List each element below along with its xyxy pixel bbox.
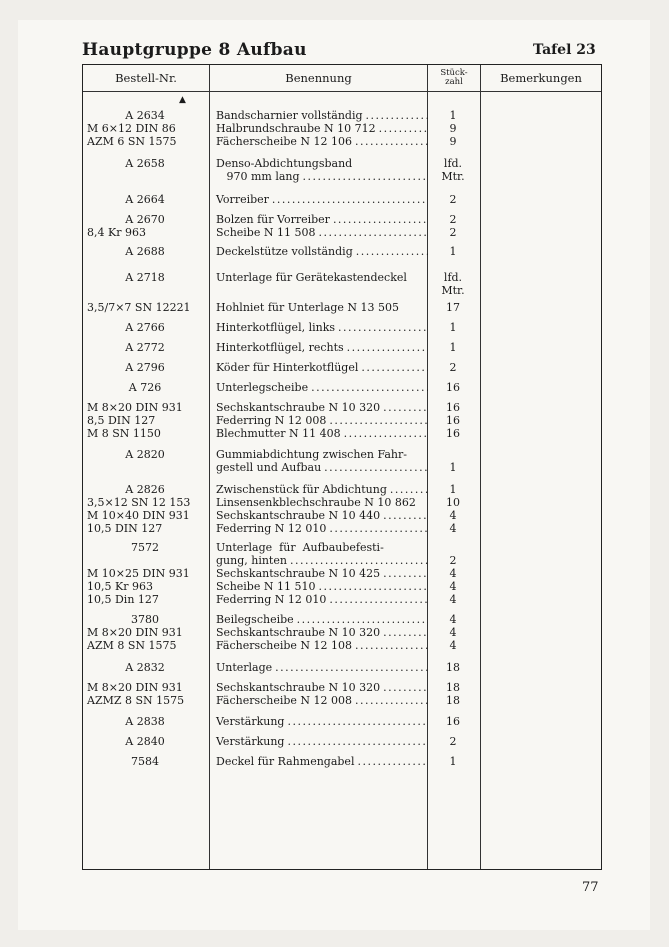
benennung: Verstärkung	[216, 715, 285, 728]
stueckzahl: Mtr.	[441, 284, 465, 297]
stueckzahl-cell	[429, 661, 477, 674]
tafel-label: Tafel 23	[533, 42, 596, 58]
benennung-cell	[216, 361, 428, 374]
leader-dots	[366, 109, 428, 122]
benennung: Deckel für Rahmengabel	[216, 755, 355, 768]
benennung: Scheibe N 11 510	[216, 580, 316, 593]
stueckzahl-cell	[429, 245, 477, 258]
bestell-nr: 3,5/7×7 SN 12221	[87, 301, 191, 314]
benennung: Hohlniet für Unterlage N 13 505	[216, 301, 400, 314]
leader-dots	[361, 361, 428, 374]
stueckzahl: 16	[446, 427, 460, 440]
stueckzahl: 2	[449, 226, 457, 239]
benennung-cell	[216, 341, 428, 354]
stueckzahl-cell	[429, 483, 477, 535]
stueckzahl: 18	[446, 661, 460, 674]
stueckzahl-cell	[429, 448, 477, 474]
benennung-cell	[216, 448, 428, 474]
bestell-nr-cell	[87, 213, 203, 239]
stueckzahl-cell	[429, 213, 477, 239]
column-header-bestell-nr: Bestell-Nr.	[115, 71, 177, 85]
bestell-nr: A 2688	[125, 245, 165, 258]
bestell-nr: A 2658	[125, 157, 165, 170]
benennung-cell	[216, 755, 428, 768]
leader-dots	[297, 613, 428, 626]
stueckzahl-cell	[429, 193, 477, 206]
bestell-nr-cell	[87, 361, 203, 374]
stueckzahl: 18	[446, 681, 460, 694]
column-divider	[209, 65, 210, 869]
stueckzahl: 1	[449, 755, 457, 768]
bestell-nr: 10,5 Din 127	[87, 593, 159, 606]
benennung-cell	[216, 483, 428, 535]
benennung-cell	[216, 213, 428, 239]
stueckzahl: 4	[449, 580, 457, 593]
benennung-cell	[216, 613, 428, 652]
leader-dots	[344, 427, 428, 440]
stueckzahl-cell	[429, 301, 477, 314]
column-header-stueckzahl-line2: zahl	[445, 77, 463, 87]
bestell-nr: A 2840	[125, 735, 165, 748]
stueckzahl: 1	[449, 109, 457, 122]
benennung: Fächerscheibe N 12 106	[216, 135, 353, 148]
leader-dots	[356, 245, 428, 258]
bestell-nr: M 8×20 DIN 931	[87, 401, 183, 414]
stueckzahl: 4	[449, 639, 457, 652]
stueckzahl: 18	[446, 694, 460, 707]
leader-dots	[383, 626, 428, 639]
benennung-cell	[216, 681, 428, 707]
benennung: Unterlage für Aufbaubefesti-	[216, 541, 384, 554]
header-divider	[83, 91, 601, 92]
benennung: Sechskantschraube N 10 320	[216, 681, 381, 694]
bestell-nr: AZM 8 SN 1575	[87, 639, 177, 652]
stueckzahl	[429, 541, 477, 554]
leader-dots	[379, 122, 428, 135]
bestell-nr: A 2820	[125, 448, 165, 461]
bestell-nr: A 2772	[125, 341, 165, 354]
bestell-nr-cell	[87, 321, 203, 334]
stueckzahl: 2	[449, 193, 457, 206]
bestell-nr: A 2826	[125, 483, 165, 496]
benennung-cell	[216, 157, 428, 183]
stueckzahl: 17	[446, 301, 460, 314]
leader-dots	[355, 639, 428, 652]
benennung: Verstärkung	[216, 735, 285, 748]
stueckzahl-cell	[429, 715, 477, 728]
stueckzahl-cell	[429, 613, 477, 652]
bestell-nr: A 2664	[125, 193, 165, 206]
bestell-nr: A 2766	[125, 321, 165, 334]
stueckzahl: 9	[449, 135, 457, 148]
stueckzahl-cell	[429, 681, 477, 707]
stueckzahl: 4	[449, 522, 457, 535]
benennung: Beilegscheibe	[216, 613, 294, 626]
bestell-nr: 8,5 DIN 127	[87, 414, 156, 427]
stueckzahl-cell	[429, 157, 477, 183]
ink-mark: ▲	[179, 95, 186, 105]
page-title: Hauptgruppe 8 Aufbau	[82, 40, 307, 60]
benennung-cell	[216, 715, 428, 728]
stueckzahl: 16	[446, 715, 460, 728]
benennung: Hinterkotflügel, links	[216, 321, 336, 334]
leader-dots	[390, 483, 428, 496]
benennung: Gummiabdichtung zwischen Fahr-	[216, 448, 407, 461]
benennung: gestell und Aufbau	[216, 461, 322, 474]
benennung: Scheibe N 11 508	[216, 226, 316, 239]
leader-dots	[272, 193, 428, 206]
leader-dots	[338, 321, 428, 334]
benennung: Bolzen für Vorreiber	[216, 213, 330, 226]
stueckzahl: 9	[449, 122, 457, 135]
benennung: Federring N 12 010	[216, 522, 327, 535]
bestell-nr-cell	[87, 735, 203, 748]
leader-dots	[287, 715, 428, 728]
stueckzahl: 4	[449, 613, 457, 626]
bestell-nr: A 2838	[125, 715, 165, 728]
bestell-nr-cell	[87, 245, 203, 258]
bestell-nr: M 10×40 DIN 931	[87, 509, 190, 522]
benennung: Linsensenkblechschraube N 10 862	[216, 496, 416, 509]
bestell-nr: A 2634	[125, 109, 165, 122]
benennung: Unterlage für Gerätekastendeckel	[216, 271, 407, 284]
stueckzahl: 1	[449, 461, 457, 474]
leader-dots	[383, 567, 428, 580]
benennung: 970 mm lang	[216, 170, 300, 183]
benennung: Vorreiber	[216, 193, 269, 206]
benennung-cell	[216, 401, 428, 440]
benennung: Blechmutter N 11 408	[216, 427, 341, 440]
benennung-cell	[216, 735, 428, 748]
benennung: Zwischenstück für Abdichtung	[216, 483, 387, 496]
column-header-stueckzahl-line1: Stück-	[440, 68, 468, 78]
stueckzahl-cell	[429, 341, 477, 354]
bestell-nr-cell	[87, 661, 203, 674]
benennung: Bandscharnier vollständig	[216, 109, 363, 122]
benennung: Halbrundschraube N 10 712	[216, 122, 376, 135]
page-number: 77	[582, 880, 599, 895]
benennung: Fächerscheibe N 12 108	[216, 639, 353, 652]
bestell-nr-cell	[87, 157, 203, 183]
leader-dots	[383, 509, 428, 522]
bestell-nr-cell	[87, 681, 203, 707]
benennung-cell	[216, 661, 428, 674]
stueckzahl-cell	[429, 755, 477, 768]
stueckzahl: 16	[446, 381, 460, 394]
stueckzahl-cell	[429, 381, 477, 394]
benennung-cell	[216, 541, 428, 606]
parts-table	[82, 64, 602, 870]
stueckzahl: 16	[446, 401, 460, 414]
stueckzahl-cell	[429, 401, 477, 440]
stueckzahl: 4	[449, 626, 457, 639]
benennung-cell	[216, 245, 428, 258]
benennung-cell	[216, 301, 428, 314]
bestell-nr: AZM 6 SN 1575	[87, 135, 177, 148]
benennung: Fächerscheibe N 12 008	[216, 694, 353, 707]
bestell-nr: A 2796	[125, 361, 165, 374]
bestell-nr: AZMZ 8 SN 1575	[87, 694, 185, 707]
bestell-nr: 8,4 Kr 963	[87, 226, 146, 239]
bestell-nr: M 10×25 DIN 931	[87, 567, 190, 580]
leader-dots	[355, 694, 428, 707]
leader-dots	[303, 170, 428, 183]
benennung: Federring N 12 008	[216, 414, 327, 427]
leader-dots	[329, 414, 428, 427]
stueckzahl: lfd.	[443, 271, 463, 284]
stueckzahl-cell	[429, 271, 477, 297]
stueckzahl: 1	[449, 483, 457, 496]
stueckzahl-cell	[429, 735, 477, 748]
bestell-nr-cell	[87, 613, 203, 652]
leader-dots	[318, 226, 428, 239]
bestell-nr: M 6×12 DIN 86	[87, 122, 176, 135]
stueckzahl: 4	[449, 593, 457, 606]
stueckzahl: 1	[449, 321, 457, 334]
column-header-stueckzahl	[428, 65, 480, 91]
bestell-nr-cell	[87, 109, 203, 148]
benennung-cell	[216, 321, 428, 334]
benennung: Unterlegscheibe	[216, 381, 309, 394]
stueckzahl-cell	[429, 541, 477, 606]
column-header-benennung: Benennung	[285, 71, 352, 85]
bestell-nr: 7572	[131, 541, 159, 554]
bestell-nr: M 8 SN 1150	[87, 427, 161, 440]
leader-dots	[355, 135, 428, 148]
bestell-nr-cell	[87, 271, 203, 284]
leader-dots	[318, 580, 428, 593]
benennung-cell	[216, 271, 428, 284]
stueckzahl: 2	[449, 554, 457, 567]
bestell-nr: 3780	[131, 613, 159, 626]
bestell-nr-cell	[87, 755, 203, 768]
bestell-nr: 10,5 DIN 127	[87, 522, 163, 535]
leader-dots	[383, 681, 428, 694]
stueckzahl-cell	[429, 321, 477, 334]
leader-dots	[383, 401, 428, 414]
benennung-cell	[216, 381, 428, 394]
bestell-nr: 3,5×12 SN 12 153	[87, 496, 191, 509]
bestell-nr-cell	[87, 301, 203, 314]
benennung-cell	[216, 193, 428, 206]
benennung: Sechskantschraube N 10 320	[216, 401, 381, 414]
bestell-nr-cell	[87, 715, 203, 728]
stueckzahl: 4	[449, 567, 457, 580]
bestell-nr	[87, 461, 203, 474]
leader-dots	[275, 661, 428, 674]
benennung: Deckelstütze vollständig	[216, 245, 353, 258]
benennung: Denso-Abdichtungsband	[216, 157, 353, 170]
benennung: Köder für Hinterkotflügel	[216, 361, 359, 374]
benennung: Unterlage	[216, 661, 273, 674]
stueckzahl: 2	[449, 735, 457, 748]
leader-dots	[333, 213, 428, 226]
bestell-nr-cell	[87, 448, 203, 474]
stueckzahl-cell	[429, 361, 477, 374]
stueckzahl: lfd.	[443, 157, 463, 170]
bestell-nr: M 8×20 DIN 931	[87, 626, 183, 639]
leader-dots	[290, 554, 428, 567]
benennung: Hinterkotflügel, rechts	[216, 341, 344, 354]
bestell-nr: A 2832	[125, 661, 165, 674]
bestell-nr: M 8×20 DIN 931	[87, 681, 183, 694]
stueckzahl: Mtr.	[441, 170, 465, 183]
bestell-nr-cell	[87, 541, 203, 606]
bestell-nr	[87, 554, 203, 567]
bestell-nr	[87, 170, 203, 183]
benennung: gung, hinten	[216, 554, 287, 567]
bestell-nr-cell	[87, 483, 203, 535]
bestell-nr: A 2718	[125, 271, 165, 284]
stueckzahl: 1	[449, 341, 457, 354]
stueckzahl: 4	[449, 509, 457, 522]
bestell-nr-cell	[87, 193, 203, 206]
column-header-bemerkungen: Bemerkungen	[500, 71, 582, 85]
stueckzahl-cell	[429, 109, 477, 148]
bestell-nr: 7584	[131, 755, 159, 768]
bestell-nr: A 2670	[125, 213, 165, 226]
bestell-nr: 10,5 Kr 963	[87, 580, 153, 593]
bestell-nr-cell	[87, 341, 203, 354]
bestell-nr: A 726	[128, 381, 162, 394]
leader-dots	[329, 593, 428, 606]
benennung: Sechskantschraube N 10 440	[216, 509, 381, 522]
benennung: Sechskantschraube N 10 425	[216, 567, 381, 580]
leader-dots	[357, 755, 428, 768]
stueckzahl: 1	[449, 245, 457, 258]
leader-dots	[329, 522, 428, 535]
stueckzahl: 2	[449, 361, 457, 374]
leader-dots	[287, 735, 428, 748]
bestell-nr-cell	[87, 381, 203, 394]
bestell-nr-cell	[87, 401, 203, 440]
column-divider	[480, 65, 481, 869]
leader-dots	[311, 381, 428, 394]
benennung: Sechskantschraube N 10 320	[216, 626, 381, 639]
stueckzahl	[429, 448, 477, 461]
benennung-cell	[216, 109, 428, 148]
stueckzahl: 10	[446, 496, 460, 509]
leader-dots	[347, 341, 428, 354]
leader-dots	[324, 461, 428, 474]
stueckzahl: 2	[449, 213, 457, 226]
benennung: Federring N 12 010	[216, 593, 327, 606]
stueckzahl: 16	[446, 414, 460, 427]
